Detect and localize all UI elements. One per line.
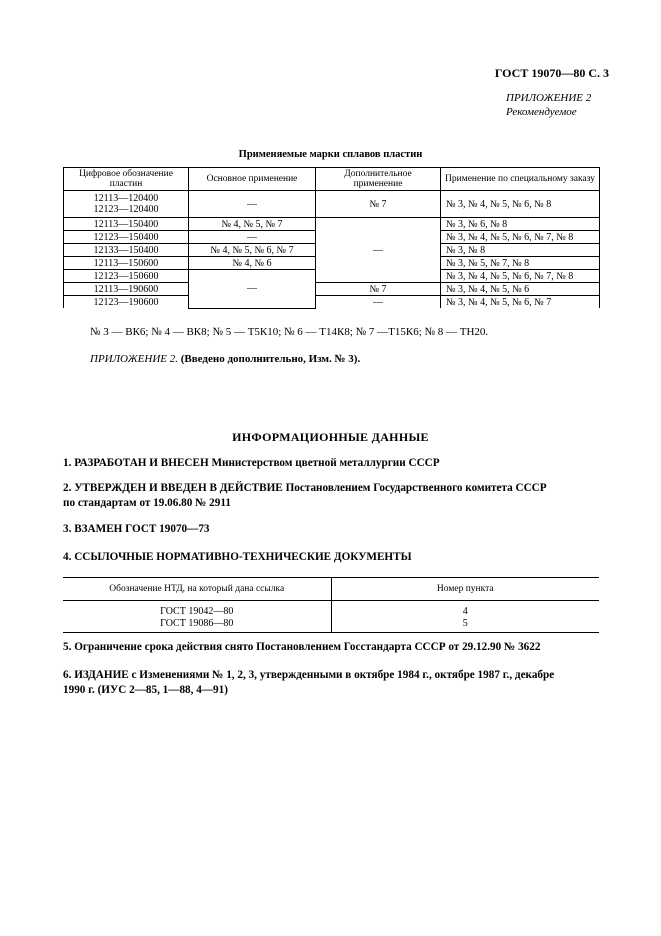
table-cell: 12123—150400 <box>64 231 189 244</box>
appendix-number: ПРИЛОЖЕНИЕ 2 <box>506 92 592 104</box>
info-item-1: 1. РАЗРАБОТАН И ВНЕСЕН Министерством цветной металлургии СССР <box>63 457 440 469</box>
info-item-6-line: 6. ИЗДАНИЕ с Изменениями № 1, 2, 3, утвержденными в октябре 1984 г., октябре 1987 г., декабре <box>63 669 555 681</box>
table-header-row <box>64 168 600 191</box>
table1-title: Применяемые марки сплавов пластин <box>238 149 423 160</box>
info-item-3: 3. ВЗАМЕН ГОСТ 19070—73 <box>63 523 210 535</box>
table-cell: № 4, № 5, № 6, № 7 <box>189 244 316 257</box>
info-item-6 <box>63 668 603 698</box>
table-cell: № 3, № 4, № 5, № 6, № 7, № 8 <box>441 231 600 244</box>
table-cell: 12123—190600 <box>64 296 189 309</box>
table-cell: № 3, № 4, № 5, № 6 <box>441 283 600 296</box>
table-cell: № 3, № 4, № 5, № 6, № 7, № 8 <box>441 270 600 283</box>
table-cell: № 3, № 6, № 8 <box>441 218 600 231</box>
column-header: Дополнительное применение <box>316 168 441 191</box>
table-cell: — <box>189 191 316 218</box>
info-data-title: ИНФОРМАЦИОННЫЕ ДАННЫЕ <box>232 430 429 444</box>
table-cell: № 3, № 5, № 7, № 8 <box>441 257 600 270</box>
table-cell: 12113—150600 <box>64 257 189 270</box>
info-item-2 <box>63 481 603 511</box>
table-cell: 5 <box>331 617 599 633</box>
alloy-grades-table <box>63 167 600 309</box>
table-cell: № 7 <box>316 191 441 218</box>
plate-code: 12123—120400 <box>93 204 159 215</box>
table-cell-merged: — <box>189 270 316 309</box>
table-cell: — <box>189 231 316 244</box>
table-cell: 12123—150600 <box>64 270 189 283</box>
plate-code: 12113—120400 <box>93 193 159 204</box>
info-item-6-line: 1990 г. (ИУС 2—85, 1—88, 4—91) <box>63 684 228 696</box>
table-cell: № 3, № 8 <box>441 244 600 257</box>
table-cell: 12113—190600 <box>64 283 189 296</box>
info-item-4: 4. ССЫЛОЧНЫЕ НОРМАТИВНО-ТЕХНИЧЕСКИЕ ДОКУМЕНТЫ <box>63 551 412 563</box>
table-cell-merged: — <box>316 218 441 283</box>
table-cell: 12133—150400 <box>64 244 189 257</box>
page-reference: ГОСТ 19070—80 С. 3 <box>494 66 609 80</box>
note-amendment: (Введено дополнительно, Изм. № 3). <box>180 353 361 365</box>
table-row <box>64 296 600 309</box>
table-cell: № 4, № 5, № 7 <box>189 218 316 231</box>
column-header: Основное применение <box>189 168 316 191</box>
table-row <box>63 617 599 633</box>
table-row <box>64 218 600 231</box>
column-header: Цифровое обозначение пластин <box>64 168 189 191</box>
column-header: Применение по специальному заказу <box>441 168 600 191</box>
references-table <box>63 577 599 633</box>
table-cell: 4 <box>462 605 468 617</box>
table-row <box>64 191 600 218</box>
column-header: Номер пункта <box>331 578 599 601</box>
table-cell: № 7 <box>316 283 441 296</box>
table-row <box>63 601 599 618</box>
info-item-5: 5. Ограничение срока действия снято Постановлением Госстандарта СССР от 29.12.90 № 3622 <box>63 641 541 653</box>
table-header-row <box>63 578 599 601</box>
column-header: Обозначение НТД, на который дана ссылка <box>63 578 331 601</box>
alloy-legend: № 3 — ВК6; № 4 — ВК8; № 5 — Т5К10; № 6 — Т14К8; № 7 —Т15К6; № 8 — ТН20. <box>90 326 489 338</box>
table-cell: ГОСТ 19086—80 <box>63 617 331 633</box>
table-cell: № 3, № 4, № 5, № 6, № 7 <box>441 296 600 309</box>
table-cell: — <box>316 296 441 309</box>
table-cell <box>64 191 189 218</box>
info-item-2-line: по стандартам от 19.06.80 № 2911 <box>63 497 231 509</box>
appendix-status: Рекомендуемое <box>506 106 577 118</box>
table-cell: № 3, № 4, № 5, № 6, № 8 <box>441 191 600 218</box>
appendix-label <box>506 91 591 119</box>
note-appendix-ref: ПРИЛОЖЕНИЕ 2. <box>90 353 178 365</box>
table-cell: № 4, № 6 <box>189 257 316 270</box>
table-row <box>64 283 600 296</box>
table-cell: ГОСТ 19042—80 <box>63 601 331 618</box>
appendix-note <box>90 353 360 365</box>
table-cell: 12113—150400 <box>64 218 189 231</box>
info-item-2-line: 2. УТВЕРЖДЕН И ВВЕДЕН В ДЕЙСТВИЕ Постановлением Государственного комитета СССР <box>63 482 547 494</box>
